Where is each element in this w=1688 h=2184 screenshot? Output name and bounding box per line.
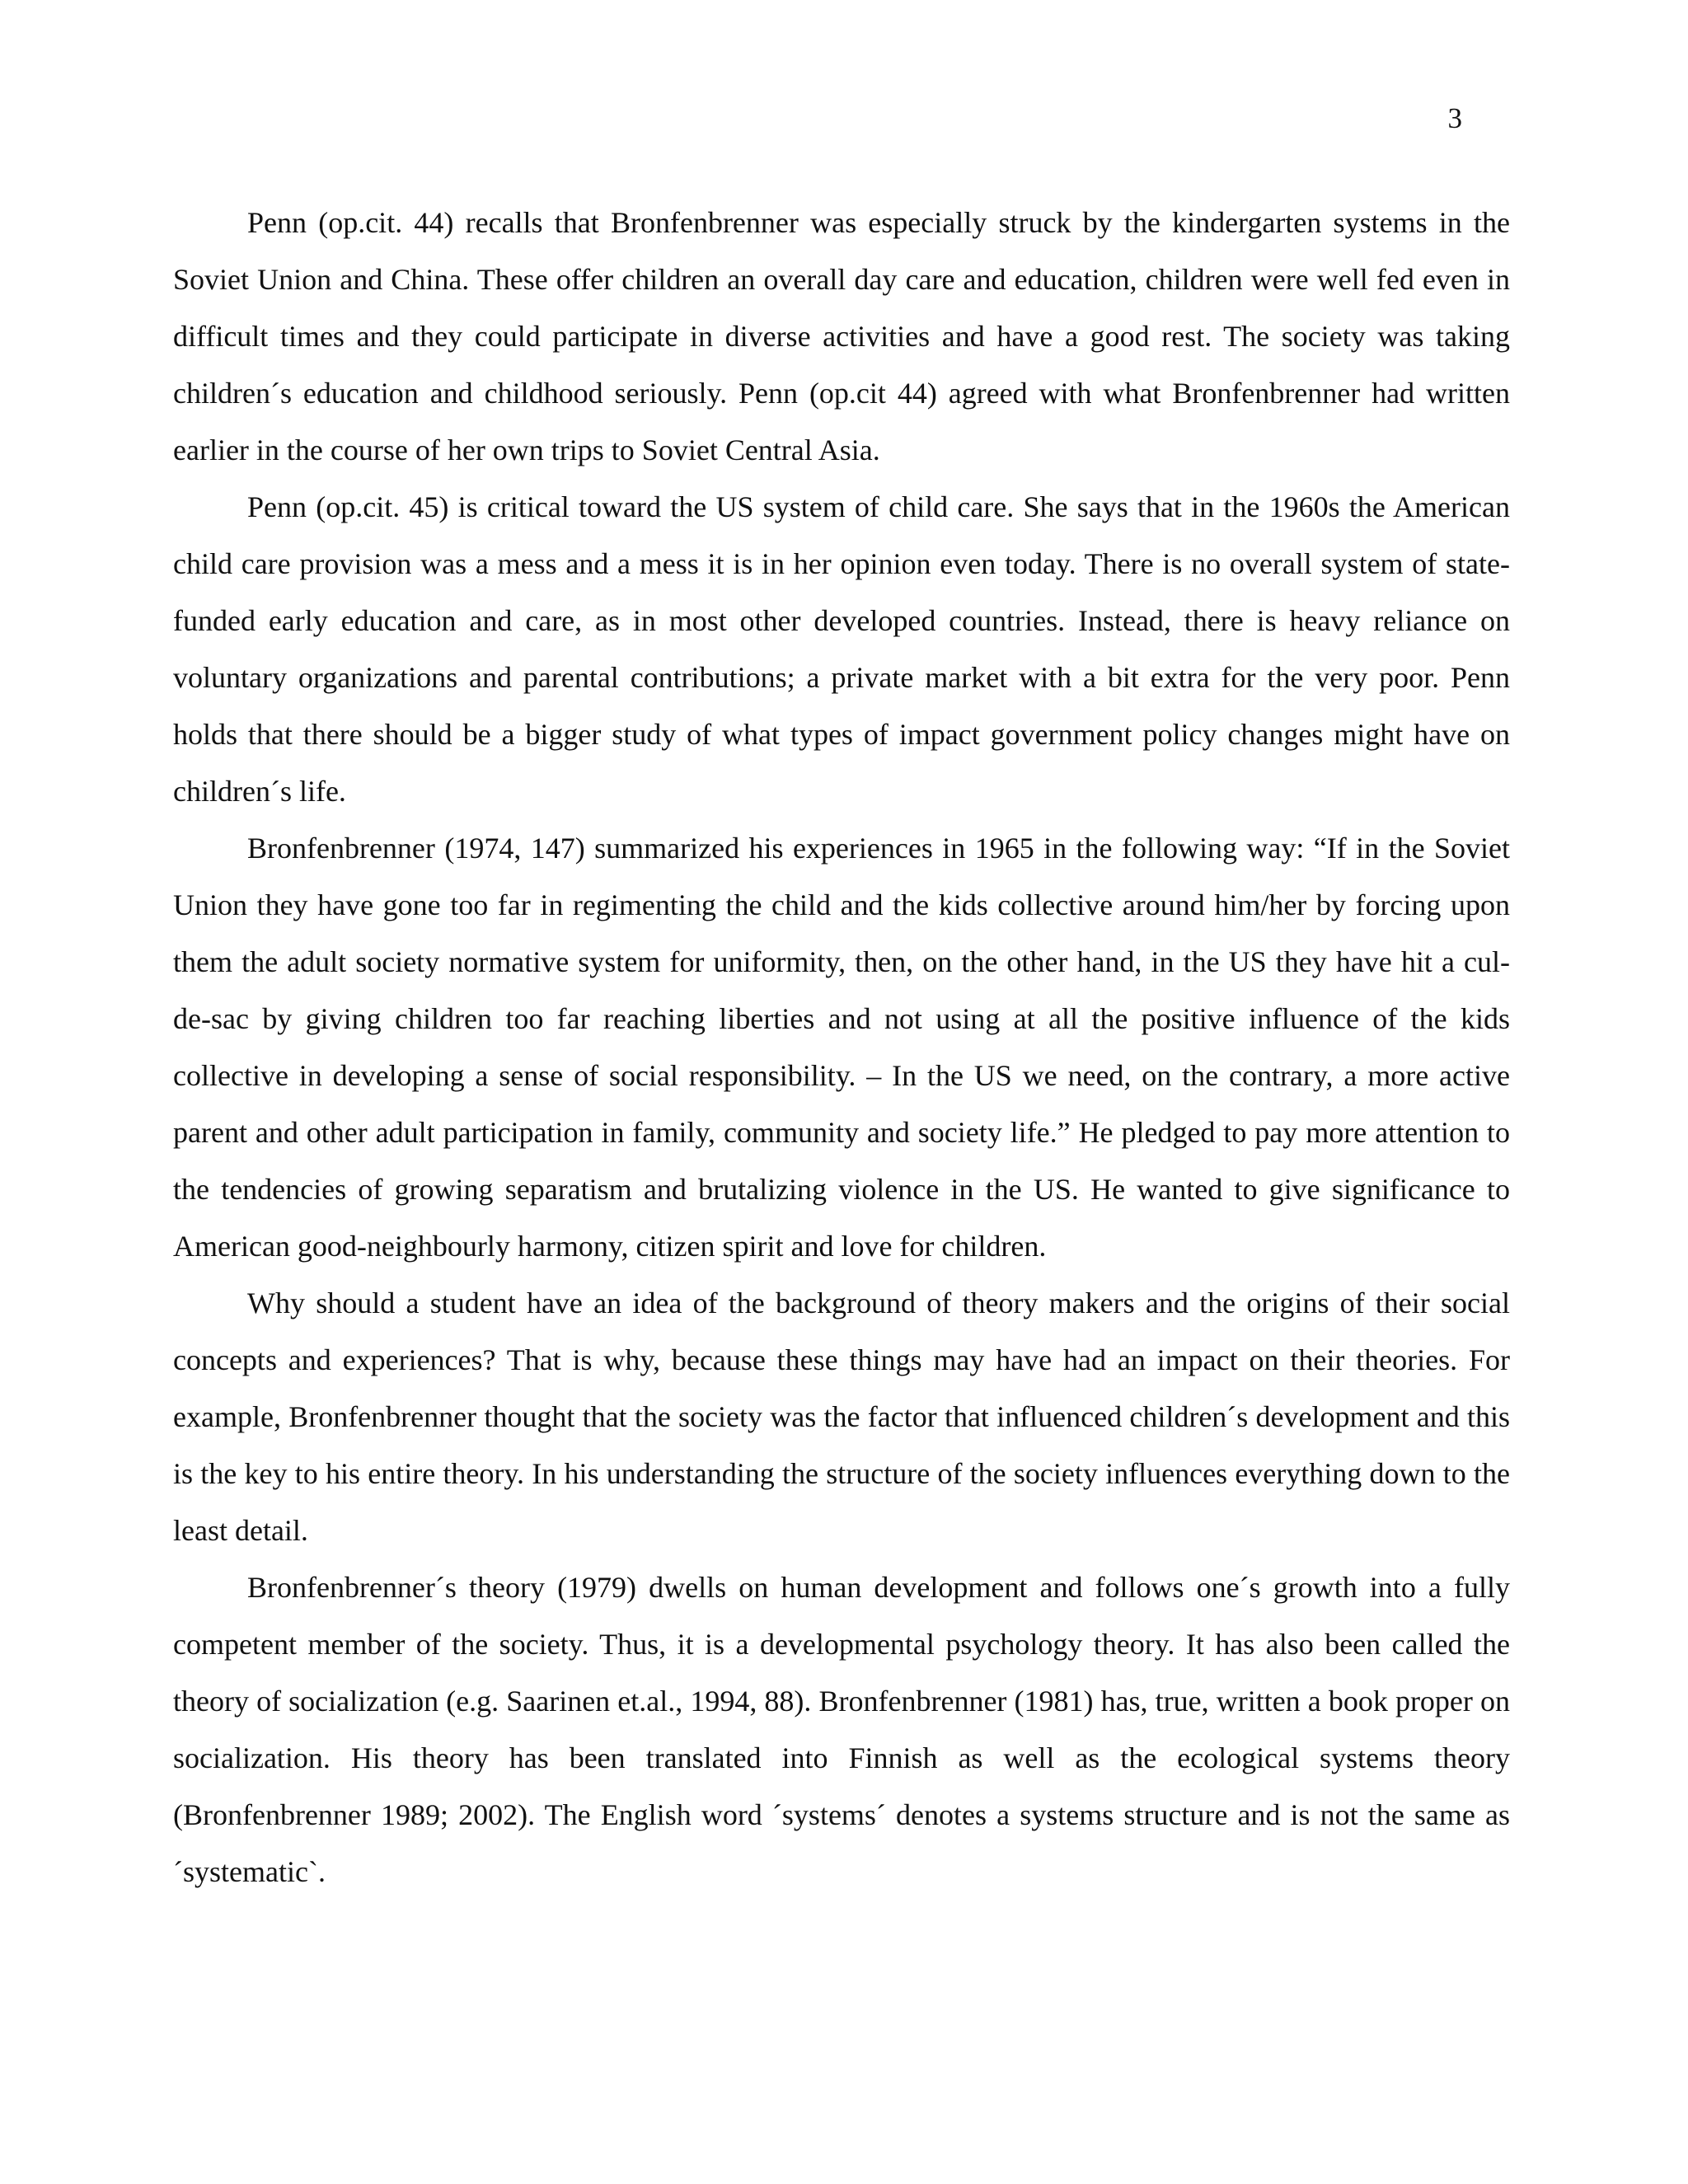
- document-body: [173, 194, 1510, 1900]
- paragraph-penn-kindergarten: Penn (op.cit. 44) recalls that Bronfenbrenner was especially struck by the kindergarten systems in the Soviet Union and China. These offer children an overall day care and education, children were well fed even in difficult times and they could participate in diverse activities and have a good rest. The society was taking children´s education and childhood seriously. Penn (op.cit 44) agreed with what Bronfenbrenner had written earlier in the course of her own trips to Soviet Central Asia.: [173, 206, 1510, 466]
- paragraph-theory-background: Why should a student have an idea of the background of theory makers and the origins of their social concepts and experiences? That is why, because these things may have had an impact on their theories. For example, Bronfenbrenner thought that the society was the factor that influenced children´s development and this is the key to his entire theory. In his understanding the structure of the society influences everything down to the least detail.: [173, 1286, 1510, 1547]
- paragraph-penn-us-child-care: Penn (op.cit. 45) is critical toward the US system of child care. She says that in the 1960s the American child care provision was a mess and a mess it is in her opinion even today. There is no overall system of state-funded early education and care, as in most other developed countries. Instead, there is heavy reliance on voluntary organizations and parental contributions; a private market with a bit extra for the very poor. Penn holds that there should be a bigger study of what types of impact government policy changes might have on children´s life.: [173, 490, 1510, 808]
- paragraph-theory-1979: Bronfenbrenner´s theory (1979) dwells on human development and follows one´s growth into a fully competent member of the society. Thus, it is a developmental psychology theory. It has also been called the theory of socialization (e.g. Saarinen et.al., 1994, 88). Bronfenbrenner (1981) has, true, written a book proper on socialization. His theory has been translated into Finnish as well as the ecological systems theory (Bronfenbrenner 1989; 2002). The English word ´systems´ denotes a systems structure and is not the same as ´systematic`.: [173, 1571, 1510, 1888]
- paragraph-bronfenbrenner-1965: Bronfenbrenner (1974, 147) summarized his experiences in 1965 in the following way: “If in the Soviet Union they have gone too far in regimenting the child and the kids collective around him/her by forcing upon them the adult society normative system for uniformity, then, on the other hand, in the US they have hit a cul-de-sac by giving children too far reaching liberties and not using at all the positive influence of the kids collective in developing a sense of social responsibility. – In the US we need, on the contrary, a more active parent and other adult participation in family, community and society life.” He pledged to pay more attention to the tendencies of growing separatism and brutalizing violence in the US. He wanted to give significance to American good-neighbourly harmony, citizen spirit and love for children.: [173, 832, 1510, 1263]
- page-number: 3: [1447, 102, 1462, 134]
